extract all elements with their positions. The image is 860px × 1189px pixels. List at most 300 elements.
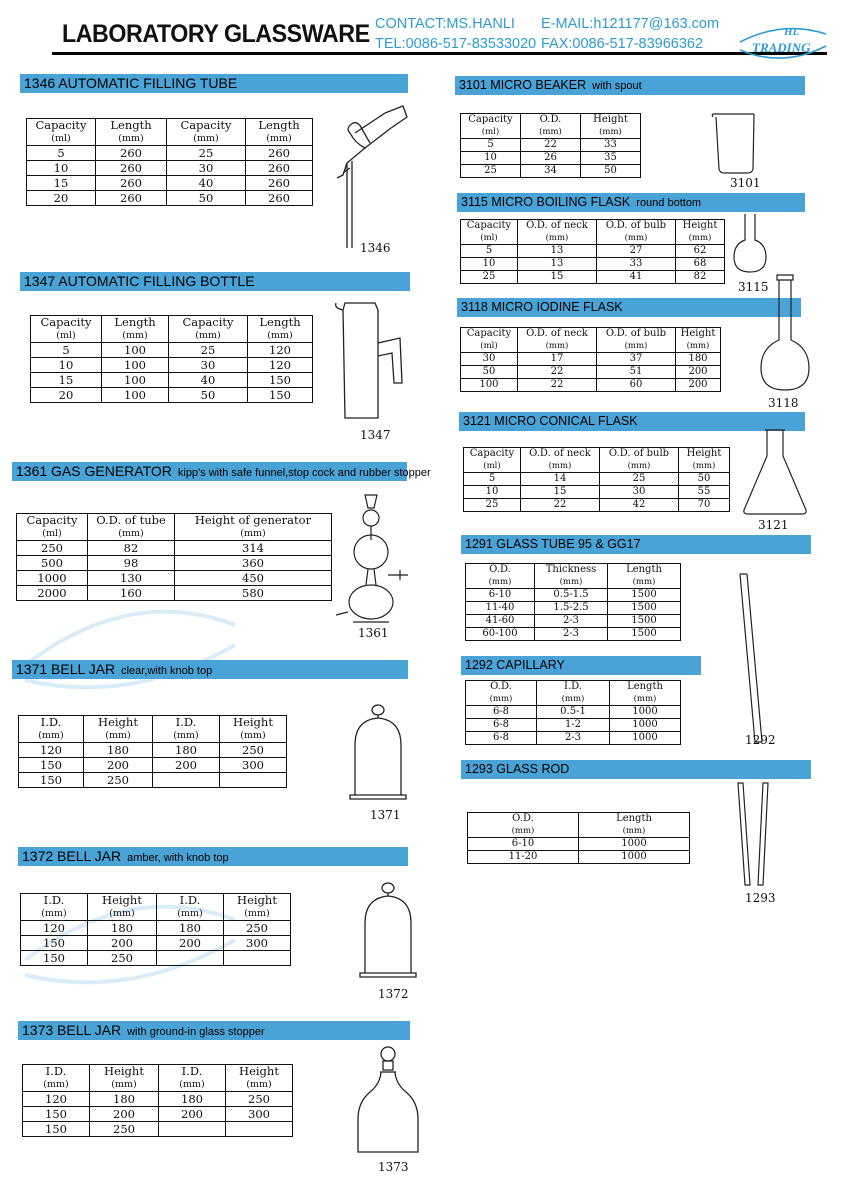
table-cell: 1.5-2.5 bbox=[535, 602, 608, 615]
table-row bbox=[23, 1107, 293, 1122]
table-cell: 1000 bbox=[17, 571, 88, 586]
contact-name: CONTACT:MS.HANLI bbox=[375, 16, 515, 32]
table-cell: 260 bbox=[246, 161, 313, 176]
column-header-label: I.D. bbox=[181, 1064, 203, 1078]
column-header bbox=[27, 119, 96, 146]
column-header-unit: (mm) bbox=[545, 233, 569, 243]
table-cell: 50 bbox=[461, 366, 518, 379]
column-header bbox=[23, 1065, 90, 1092]
table-cell: 6-10 bbox=[466, 589, 535, 602]
table-cell: 22 bbox=[521, 139, 581, 152]
table-cell: 580 bbox=[175, 586, 332, 601]
table-1371 bbox=[18, 715, 287, 788]
column-header-unit: (ml) bbox=[481, 127, 500, 137]
table-row bbox=[19, 758, 287, 773]
table-row bbox=[21, 921, 291, 936]
column-header-unit: (ml) bbox=[56, 330, 76, 341]
column-header bbox=[102, 316, 169, 343]
table-cell: 1500 bbox=[608, 628, 681, 641]
table-cell: 5 bbox=[464, 473, 521, 486]
table-header-row bbox=[19, 716, 287, 743]
section-title-3101: 3101 MICRO BEAKER with spout bbox=[455, 76, 805, 95]
column-header-label: Length bbox=[626, 564, 662, 575]
table-row bbox=[23, 1092, 293, 1107]
page-header bbox=[0, 0, 860, 70]
table-cell bbox=[159, 1122, 226, 1137]
column-header-unit: (mm) bbox=[38, 730, 64, 741]
table-cell: 260 bbox=[96, 146, 167, 161]
column-header-unit: (ml) bbox=[480, 341, 498, 351]
section-title-1293: 1293 GLASS ROD bbox=[461, 760, 811, 779]
column-header-unit: (mm) bbox=[627, 461, 651, 471]
section-title-1361: 1361 GAS GENERATOR kipp's with safe funnel,stop cock and rubber stopper bbox=[12, 462, 407, 481]
column-header-label: Length bbox=[114, 315, 156, 329]
table-cell: 70 bbox=[679, 499, 730, 512]
column-header-label: Height bbox=[237, 893, 277, 907]
column-header-label: O.D. bbox=[539, 114, 562, 125]
column-header-label: Height bbox=[682, 220, 718, 231]
table-cell: 10 bbox=[461, 258, 518, 271]
table-cell: 260 bbox=[246, 146, 313, 161]
column-header-label: O.D. of neck bbox=[529, 448, 591, 459]
column-header bbox=[579, 813, 690, 838]
table-cell: 25 bbox=[169, 343, 248, 358]
column-header-label: I.D. bbox=[43, 893, 65, 907]
table-cell: 13 bbox=[518, 258, 597, 271]
table-cell: 100 bbox=[102, 373, 169, 388]
column-header-unit: (mm) bbox=[559, 577, 583, 587]
column-header-label: Capacity bbox=[469, 448, 515, 459]
table-cell bbox=[226, 1122, 293, 1137]
table-cell: 10 bbox=[464, 486, 521, 499]
column-header-label: O.D. bbox=[489, 564, 511, 575]
column-header bbox=[676, 328, 721, 353]
caption-1361: 1361 bbox=[358, 626, 389, 640]
table-row bbox=[466, 732, 681, 745]
table-row bbox=[461, 353, 721, 366]
table-cell: 2-3 bbox=[537, 732, 610, 745]
table-3121 bbox=[463, 447, 730, 512]
column-header-unit: (mm) bbox=[632, 577, 656, 587]
column-header bbox=[96, 119, 167, 146]
table-cell: 25 bbox=[600, 473, 679, 486]
caption-1372: 1372 bbox=[378, 987, 409, 1001]
column-header bbox=[600, 448, 679, 473]
section-title-1346: 1346 AUTOMATIC FILLING TUBE bbox=[20, 74, 408, 93]
column-header-unit: (mm) bbox=[109, 908, 135, 919]
column-header-label: O.D. of tube bbox=[96, 513, 166, 527]
table-cell: 2-3 bbox=[535, 628, 608, 641]
table-cell: 40 bbox=[169, 373, 248, 388]
table-row bbox=[27, 191, 313, 206]
table-cell: 98 bbox=[88, 556, 175, 571]
section-title-1292: 1292 CAPILLARY bbox=[461, 656, 701, 675]
table-cell: 450 bbox=[175, 571, 332, 586]
column-header-label: Height of generator bbox=[194, 513, 312, 527]
table-row bbox=[468, 838, 690, 851]
column-header-unit: (mm) bbox=[622, 826, 646, 836]
table-cell: 15 bbox=[27, 176, 96, 191]
column-header-label: I.D. bbox=[564, 681, 582, 692]
table-cell: 250 bbox=[88, 951, 157, 966]
table-1292 bbox=[465, 680, 681, 745]
header-rule bbox=[52, 52, 827, 55]
column-header-unit: (ml) bbox=[51, 133, 71, 144]
column-header-unit: (mm) bbox=[561, 694, 585, 704]
table-cell: 180 bbox=[153, 743, 220, 758]
table-cell: 300 bbox=[220, 758, 287, 773]
table-cell: 250 bbox=[226, 1092, 293, 1107]
section-title-3115: 3115 MICRO BOILING FLASK round bottom bbox=[457, 193, 805, 212]
section-title-1371: 1371 BELL JAR clear,with knob top bbox=[12, 660, 408, 679]
section-title-3118: 3118 MICRO IODINE FLASK bbox=[457, 298, 801, 317]
table-row bbox=[464, 499, 730, 512]
column-header-label: I.D. bbox=[40, 715, 62, 729]
table-row bbox=[31, 358, 313, 373]
table-1346 bbox=[26, 118, 313, 206]
column-header bbox=[90, 1065, 159, 1092]
table-cell: 1500 bbox=[608, 615, 681, 628]
column-header bbox=[518, 328, 597, 353]
column-header-label: Height bbox=[593, 114, 628, 125]
table-cell: 60 bbox=[597, 379, 676, 392]
table-cell: 120 bbox=[19, 743, 84, 758]
table-1361 bbox=[16, 513, 332, 601]
table-cell: 120 bbox=[248, 343, 313, 358]
table-cell: 150 bbox=[23, 1107, 90, 1122]
table-cell: 30 bbox=[600, 486, 679, 499]
table-row bbox=[21, 936, 291, 951]
column-header-label: O.D. of neck bbox=[526, 220, 588, 231]
column-header-label: Capacity bbox=[180, 118, 232, 132]
table-cell: 150 bbox=[21, 936, 88, 951]
column-header-unit: (mm) bbox=[599, 127, 622, 137]
column-header bbox=[175, 514, 332, 541]
table-cell: 15 bbox=[31, 373, 102, 388]
table-row bbox=[31, 343, 313, 358]
table-cell: 33 bbox=[597, 258, 676, 271]
column-header-unit: (mm) bbox=[539, 127, 562, 137]
table-cell: 62 bbox=[676, 245, 725, 258]
table-row bbox=[464, 486, 730, 499]
column-header-unit: (mm) bbox=[240, 730, 266, 741]
table-row bbox=[27, 146, 313, 161]
table-row bbox=[464, 473, 730, 486]
table-row bbox=[17, 541, 332, 556]
column-header-unit: (mm) bbox=[173, 730, 199, 741]
table-cell: 150 bbox=[19, 758, 84, 773]
table-row bbox=[17, 571, 332, 586]
conical-flask-illustration bbox=[740, 428, 810, 523]
table-cell: 5 bbox=[27, 146, 96, 161]
column-header bbox=[535, 564, 608, 589]
watermark-logo bbox=[20, 585, 240, 700]
table-cell: 1000 bbox=[610, 719, 681, 732]
column-header bbox=[248, 316, 313, 343]
table-header-row bbox=[466, 564, 681, 589]
filling-bottle-illustration bbox=[330, 298, 420, 433]
column-header-label: O.D. of bulb bbox=[605, 220, 667, 231]
column-header bbox=[84, 716, 153, 743]
table-row bbox=[466, 615, 681, 628]
bell-jar-illustration-1372 bbox=[350, 878, 430, 988]
table-cell: 6-8 bbox=[466, 719, 537, 732]
column-header-label: Length bbox=[258, 118, 300, 132]
micro-beaker-illustration bbox=[710, 112, 760, 182]
table-cell: 25 bbox=[461, 271, 518, 284]
caption-3101: 3101 bbox=[730, 176, 761, 190]
table-row bbox=[461, 245, 725, 258]
column-header-unit: (mm) bbox=[633, 694, 657, 704]
column-header bbox=[19, 716, 84, 743]
column-header-label: I.D. bbox=[179, 893, 201, 907]
column-header-label: Capacity bbox=[466, 328, 512, 339]
column-header-unit: (mm) bbox=[545, 341, 569, 351]
column-header-unit: (mm) bbox=[686, 341, 710, 351]
table-row bbox=[466, 706, 681, 719]
table-cell: 20 bbox=[31, 388, 102, 403]
table-cell: 200 bbox=[153, 758, 220, 773]
table-cell: 150 bbox=[19, 773, 84, 788]
table-cell: 1000 bbox=[579, 838, 690, 851]
table-cell: 100 bbox=[102, 358, 169, 373]
glass-rod-illustration bbox=[735, 780, 775, 895]
table-cell: 17 bbox=[518, 353, 597, 366]
table-cell: 300 bbox=[226, 1107, 293, 1122]
column-header bbox=[608, 564, 681, 589]
column-header bbox=[466, 564, 535, 589]
table-cell: 200 bbox=[90, 1107, 159, 1122]
contact-email: E-MAIL:h121177@163.com bbox=[541, 16, 720, 32]
table-row bbox=[17, 556, 332, 571]
column-header-unit: (ml) bbox=[42, 528, 62, 539]
column-header-unit: (mm) bbox=[177, 908, 203, 919]
column-header-unit: (mm) bbox=[266, 133, 292, 144]
column-header bbox=[521, 114, 581, 139]
column-header-unit: (mm) bbox=[246, 1079, 272, 1090]
table-cell: 100 bbox=[461, 379, 518, 392]
caption-1293: 1293 bbox=[745, 891, 776, 905]
table-3115 bbox=[460, 219, 725, 284]
column-header-unit: (mm) bbox=[511, 826, 535, 836]
table-cell: 30 bbox=[167, 161, 246, 176]
table-cell: 260 bbox=[96, 161, 167, 176]
column-header-label: I.D. bbox=[45, 1064, 67, 1078]
column-header bbox=[464, 448, 521, 473]
column-header-label: Height bbox=[102, 893, 142, 907]
column-header bbox=[21, 894, 88, 921]
table-cell: 120 bbox=[248, 358, 313, 373]
table-row bbox=[466, 628, 681, 641]
column-header bbox=[468, 813, 579, 838]
table-row bbox=[31, 388, 313, 403]
column-header-unit: (mm) bbox=[111, 1079, 137, 1090]
column-header bbox=[224, 894, 291, 921]
column-header bbox=[159, 1065, 226, 1092]
table-cell: 300 bbox=[224, 936, 291, 951]
table-cell: 5 bbox=[461, 245, 518, 258]
table-header-row bbox=[461, 220, 725, 245]
column-header-unit: (mm) bbox=[179, 1079, 205, 1090]
caption-1347: 1347 bbox=[360, 428, 391, 442]
table-cell: 150 bbox=[248, 388, 313, 403]
table-row bbox=[466, 602, 681, 615]
table-cell: 50 bbox=[679, 473, 730, 486]
table-cell: 0.5-1 bbox=[537, 706, 610, 719]
column-header-label: Thickness bbox=[545, 564, 597, 575]
section-title-1373: 1373 BELL JAR with ground-in glass stopper bbox=[18, 1021, 410, 1040]
table-cell: 51 bbox=[597, 366, 676, 379]
column-header-label: Capacity bbox=[40, 315, 92, 329]
column-header-label: Capacity bbox=[182, 315, 234, 329]
table-header-row bbox=[466, 681, 681, 706]
table-cell: 10 bbox=[31, 358, 102, 373]
column-header bbox=[31, 316, 102, 343]
table-cell: 100 bbox=[102, 343, 169, 358]
glass-tube-illustration bbox=[735, 572, 765, 752]
section-title-1291: 1291 GLASS TUBE 95 & GG17 bbox=[461, 535, 811, 554]
table-1373 bbox=[22, 1064, 293, 1137]
column-header-label: O.D. bbox=[490, 681, 512, 692]
table-cell: 30 bbox=[461, 353, 518, 366]
column-header bbox=[537, 681, 610, 706]
table-cell: 50 bbox=[169, 388, 248, 403]
column-header bbox=[461, 328, 518, 353]
gas-generator-illustration bbox=[328, 490, 418, 635]
table-cell: 5 bbox=[31, 343, 102, 358]
table-1372 bbox=[20, 893, 291, 966]
table-cell: 10 bbox=[27, 161, 96, 176]
table-cell: 2000 bbox=[17, 586, 88, 601]
table-row bbox=[461, 366, 721, 379]
table-cell: 6-8 bbox=[466, 706, 537, 719]
table-cell: 25 bbox=[461, 165, 521, 178]
table-1347 bbox=[30, 315, 313, 403]
table-cell: 180 bbox=[88, 921, 157, 936]
column-header bbox=[167, 119, 246, 146]
table-cell: 42 bbox=[600, 499, 679, 512]
table-cell: 50 bbox=[581, 165, 641, 178]
column-header bbox=[88, 894, 157, 921]
logo-text: TRADING bbox=[752, 40, 811, 55]
caption-1373: 1373 bbox=[378, 1160, 409, 1174]
column-header-unit: (mm) bbox=[118, 133, 144, 144]
table-cell: 500 bbox=[17, 556, 88, 571]
caption-1346: 1346 bbox=[360, 241, 391, 255]
column-header-unit: (mm) bbox=[43, 1079, 69, 1090]
table-cell: 15 bbox=[518, 271, 597, 284]
column-header-label: Length bbox=[616, 813, 652, 824]
table-cell: 30 bbox=[169, 358, 248, 373]
column-header-label: Length bbox=[110, 118, 152, 132]
column-header bbox=[246, 119, 313, 146]
table-cell: 180 bbox=[676, 353, 721, 366]
column-header-label: Height bbox=[104, 1064, 144, 1078]
table-row bbox=[461, 139, 641, 152]
table-cell: 200 bbox=[159, 1107, 226, 1122]
table-cell: 11-40 bbox=[466, 602, 535, 615]
table-cell: 150 bbox=[248, 373, 313, 388]
table-cell: 120 bbox=[21, 921, 88, 936]
column-header-label: Capacity bbox=[26, 513, 78, 527]
table-cell: 260 bbox=[246, 191, 313, 206]
column-header-unit: (ml) bbox=[480, 233, 498, 243]
caption-3121: 3121 bbox=[758, 518, 789, 532]
column-header-unit: (mm) bbox=[624, 233, 648, 243]
column-header bbox=[169, 316, 248, 343]
table-header-row bbox=[17, 514, 332, 541]
table-cell: 200 bbox=[676, 366, 721, 379]
table-row bbox=[461, 165, 641, 178]
table-header-row bbox=[461, 328, 721, 353]
table-cell bbox=[153, 773, 220, 788]
iodine-flask-illustration bbox=[755, 270, 815, 400]
column-header-unit: (mm) bbox=[240, 528, 266, 539]
table-cell: 250 bbox=[224, 921, 291, 936]
column-header bbox=[521, 448, 600, 473]
table-cell: 10 bbox=[461, 152, 521, 165]
table-row bbox=[17, 586, 332, 601]
column-header-label: Capacity bbox=[468, 114, 513, 125]
table-cell: 6-10 bbox=[468, 838, 579, 851]
bell-jar-illustration-1373 bbox=[350, 1044, 430, 1164]
column-header-label: O.D. of bulb bbox=[605, 328, 667, 339]
page-title: LABORATORY GLASSWARE bbox=[62, 20, 370, 48]
company-logo bbox=[738, 20, 828, 64]
column-header bbox=[17, 514, 88, 541]
column-header bbox=[226, 1065, 293, 1092]
table-row bbox=[31, 373, 313, 388]
table-header-row bbox=[31, 316, 313, 343]
column-header-label: Length bbox=[627, 681, 663, 692]
column-header-unit: (mm) bbox=[692, 461, 716, 471]
table-cell: 11-20 bbox=[468, 851, 579, 864]
table-cell: 200 bbox=[676, 379, 721, 392]
table-cell: 41-60 bbox=[466, 615, 535, 628]
table-cell: 33 bbox=[581, 139, 641, 152]
caption-3118: 3118 bbox=[768, 396, 799, 410]
column-header bbox=[676, 220, 725, 245]
table-header-row bbox=[464, 448, 730, 473]
table-cell: 200 bbox=[88, 936, 157, 951]
table-cell: 360 bbox=[175, 556, 332, 571]
column-header bbox=[679, 448, 730, 473]
column-header-unit: (mm) bbox=[688, 233, 712, 243]
table-cell: 150 bbox=[21, 951, 88, 966]
table-cell: 1-2 bbox=[537, 719, 610, 732]
column-header bbox=[518, 220, 597, 245]
table-cell: 200 bbox=[157, 936, 224, 951]
column-header-unit: (mm) bbox=[193, 133, 219, 144]
column-header-unit: (mm) bbox=[488, 577, 512, 587]
caption-1292: 1292 bbox=[745, 733, 776, 747]
column-header-label: Capacity bbox=[466, 220, 512, 231]
table-row bbox=[19, 743, 287, 758]
column-header bbox=[461, 114, 521, 139]
table-cell: 6-8 bbox=[466, 732, 537, 745]
table-cell: 1000 bbox=[610, 706, 681, 719]
table-row bbox=[27, 176, 313, 191]
section-title-1347: 1347 AUTOMATIC FILLING BOTTLE bbox=[20, 272, 410, 291]
column-header-label: Height bbox=[233, 715, 273, 729]
table-cell: 13 bbox=[518, 245, 597, 258]
table-row bbox=[468, 851, 690, 864]
column-header-label: Capacity bbox=[35, 118, 87, 132]
table-cell: 82 bbox=[88, 541, 175, 556]
table-cell: 200 bbox=[84, 758, 153, 773]
table-cell: 60-100 bbox=[466, 628, 535, 641]
column-header-label: Length bbox=[259, 315, 301, 329]
